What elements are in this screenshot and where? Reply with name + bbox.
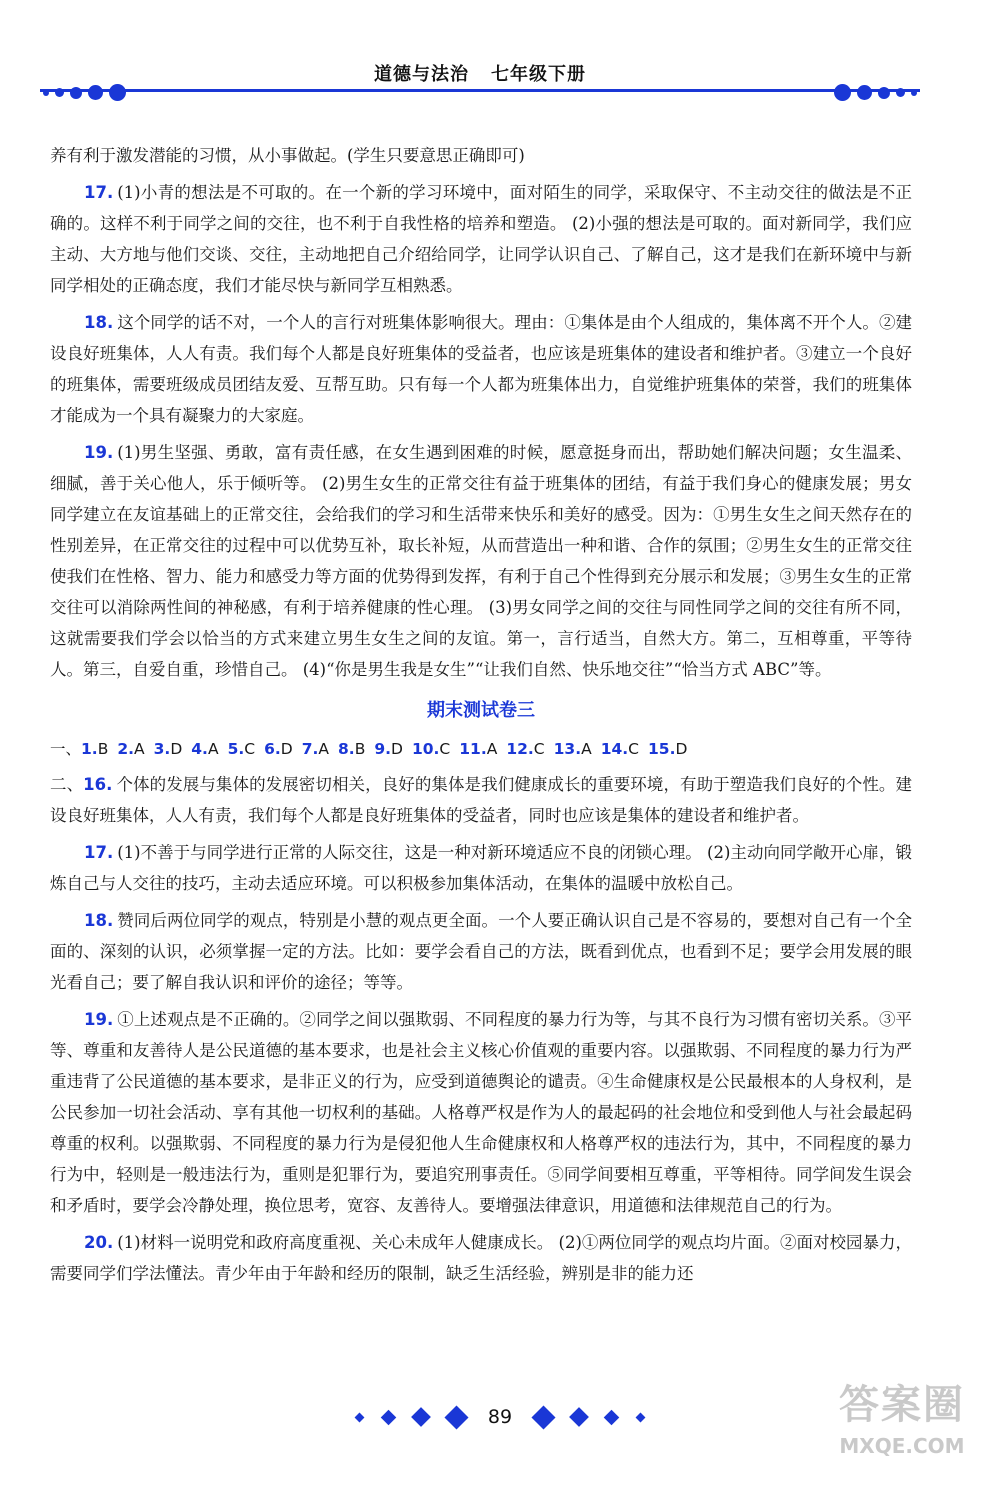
choice-item: 1.B [81,740,109,758]
question-number: 17. [84,183,114,202]
answer-paragraph [50,177,912,301]
question-number: 20. [84,1233,114,1252]
watermark-main: 答案圈 [839,1382,965,1428]
section-title: 期末测试卷三 [427,700,535,721]
diamond-ornament-icon [604,1409,620,1425]
paragraph-text: 养有利于激发潜能的习惯，从小事做起。(学生只要意思正确即可) [50,146,525,165]
choice-item: 2.A [117,740,145,758]
diamond-ornament-icon [444,1405,468,1429]
choice-item: 13.A [553,740,592,758]
question-number: 19. [84,1010,114,1029]
watermark-sub: MXQE.COM [839,1434,965,1458]
choice-item: 9.D [374,740,403,758]
choice-item: 10.C [411,740,451,758]
diamond-ornament-icon [569,1407,589,1427]
answer-paragraph [50,837,912,899]
answer-paragraph [50,437,912,685]
choice-item: 7.A [301,740,329,758]
diamond-ornament-icon [381,1409,397,1425]
answer-paragraph [50,307,912,431]
choice-prefix: 一、 [50,740,82,758]
answer-paragraph [50,1004,912,1221]
paragraph-text: 赞同后两位同学的观点，特别是小慧的观点更全面。一个人要正确认识自己是不容易的，要想对自己有一个全面的、深刻的认识，必须掌握一定的方法。比如：要学会看自己的方法，既看到优点，也看到不足；要学会用发展的眼光看自己；要了解自我认识和评价的途径；等等。 [50,911,912,992]
diamond-ornament-icon [411,1407,431,1427]
watermark-logo [822,1373,982,1483]
answer-content [50,140,912,1295]
header-subject: 道德与法治 [374,64,469,85]
choice-item: 12.C [506,740,545,758]
page-number: 89 [487,1406,513,1428]
question-number: 16. [83,775,113,794]
choice-item: 3.D [153,740,183,758]
choice-answers [50,734,912,765]
paragraph-text: (1)不善于与同学进行正常的人际交往，这是一种对新环境适应不良的闭锁心理。 (2)主动向同学敞开心扉，锻炼自己与人交往的技巧，主动去适应环境。可以积极参加集体活动，在集体的温暖中放松自己。 [50,843,912,893]
paragraph-text: 个体的发展与集体的发展密切相关，良好的集体是我们健康成长的重要环境，有助于塑造我们良好的个性。建设良好班集体，人人有责，我们每个人都是良好班集体的受益者，同时也应该是集体的建设者和维护者。 [50,775,913,825]
choice-item: 4.A [191,740,219,758]
diamond-ornament-icon [354,1412,364,1422]
paragraph-text: (1)小青的想法是不可取的。在一个新的学习环境中，面对陌生的同学，采取保守、不主动交往的做法是不正确的。这样不利于同学之间的交往，也不利于自我性格的培养和塑造。 (2)小强的想法是可取的。面对新同学，我们应主动、大方地与他们交谈、交往，主动地把自己介绍给同学，让同学认识自己、了解自己，这才是我们在新环境中与新同学相处的正确态度，我们才能尽快与新同学互相熟悉。 [50,183,912,295]
question-number: 18. [84,911,114,930]
header-grade: 七年级下册 [491,64,586,85]
diamond-ornament-icon [636,1412,646,1422]
question-number: 18. [84,313,114,332]
question-number: 17. [84,843,114,862]
choice-item: 6.D [264,740,293,758]
choice-item: 15.D [648,740,688,758]
header-title [40,60,920,86]
paragraph-text: ①上述观点是不正确的。②同学之间以强欺弱、不同程度的暴力行为等，与其不良行为习惯有密切关系。③平等、尊重和友善待人是公民道德的基本要求，也是社会主义核心价值观的重要内容。以强欺弱、不同程度的暴力行为严重违背了公民道德的基本要求，是非正义的行为，应受到道德舆论的谴责。④生命健康权是公民最根本的人身权利，是公民参加一切社会活动、享有其他一切权利的基础。人格尊严权是作为人的最起码的社会地位和受到他人与社会最起码尊重的权利。以强欺弱、不同程度的暴力行为是侵犯他人生命健康权和人格尊严权的违法行为，其中，不同程度的暴力行为中，轻则是一般违法行为，重则是犯罪行为，要追究刑事责任。⑤同学间要相互尊重，平等相待。同学间发生误会和矛盾时，要学会冷静处理，换位思考，宽容、友善待人。要增强法律意识，用道德和法律规范自己的行为。 [50,1010,912,1215]
answer-paragraph [50,769,912,831]
choice-item: 5.C [227,740,256,758]
choice-item: 14.C [600,740,639,758]
paragraph-text: (1)材料一说明党和政府高度重视、关心未成年人健康成长。 (2)①两位同学的观点均片面。②面对校园暴力，需要同学们学法懂法。青少年由于年龄和经历的限制，缺乏生活经验，辨别是非的能力还 [50,1233,912,1283]
page-header [40,60,920,96]
paragraph-text: 这个同学的话不对，一个人的言行对班集体影响很大。理由：①集体是由个人组成的，集体离不开个人。②建设良好班集体，人人有责。我们每个人都是良好班集体的受益者，也应该是班集体的建设者和维护者。③建立一个良好的班集体，需要班级成员团结友爱、互帮互助。只有每一个人都为班集体出力，自觉维护班集体的荣誉，我们的班集体才能成为一个具有凝聚力的大家庭。 [50,313,912,425]
choice-item: 8.B [338,740,366,758]
choice-item: 11.A [459,740,498,758]
paragraph-continued [50,140,912,171]
header-rule [40,89,920,92]
header-dots-right [831,82,920,100]
answer-paragraph [50,1227,912,1289]
paragraph-text: (1)男生坚强、勇敢，富有责任感，在女生遇到困难的时候，愿意挺身而出，帮助她们解决问题；女生温柔、细腻，善于关心他人，乐于倾听等。 (2)男生女生的正常交往有益于班集体的团结，有益于我们身心的健康发展；男女同学建立在友谊基础上的正常交往，会给我们的学习和生活带来快乐和美好的感受。因为：①男生女生之间天然存在的性别差异，在正常交往的过程中可以优势互补，取长补短，从而营造出一种和谐、合作的氛围；②男生女生的正常交往使我们在性格、智力、能力和感受力等方面的优势得到发挥，有利于自己个性得到充分展示和发展；③男生女生的正常交往可以消除两性间的神秘感，有利于培养健康的性心理。 (3)男女同学之间的交往与同性同学之间的交往有所不同，这就需要我们学会以恰当的方式来建立男生女生之间的友谊。第一，言行适当，自然大方。第二，互相尊重，平等待人。第三，自爱自重，珍惜自己。 (4)“你是男生我是女生”“让我们自然、快乐地交往”“恰当方式 ABC”等。 [50,443,912,679]
question-number: 19. [84,443,114,462]
answer-paragraph [50,905,912,998]
section-prefix: 二、 [50,775,84,794]
diamond-ornament-icon [532,1405,556,1429]
